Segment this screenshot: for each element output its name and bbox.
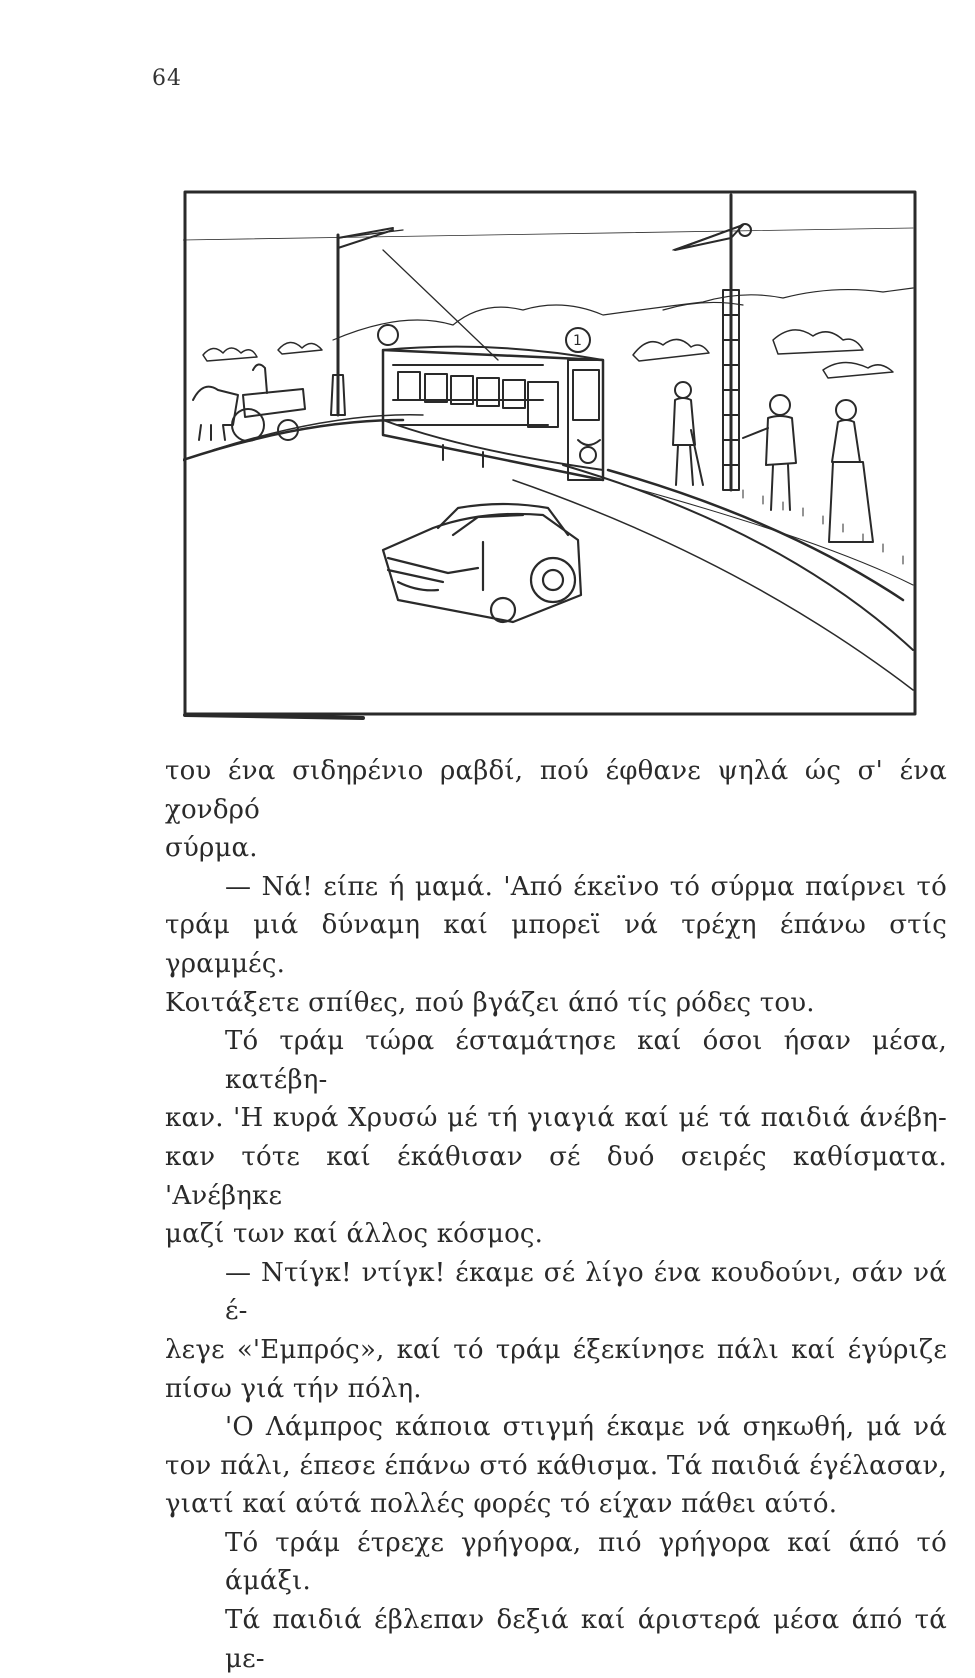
text-line: μαζί των καί άλλος κόσμος. (165, 1219, 544, 1250)
text-line: τον πάλι, έπεσε έπάνω στό κάθισμα. Τά παιδιά έγέλασαν, (165, 1450, 947, 1481)
text-line: Κοιτάξετε σπίθες, πού βγάζει άπό τίς ρόδες του. (165, 987, 815, 1018)
text-line: Τά παιδιά έβλεπαν δεξιά καί άριστερά μέσα άπό τά με- (225, 1605, 947, 1674)
text-line: γιατί καί αύτά πολλές φορές τό είχαν πάθει αύτό. (165, 1489, 838, 1520)
page-number: 64 (152, 66, 182, 91)
people-drawing (673, 382, 873, 542)
illustration-frame (185, 192, 915, 714)
overhead-wires (183, 225, 913, 360)
text-line: σύρμα. (165, 833, 258, 864)
text-line: — Νά! είπε ή μαμά. 'Από έκεϊνο τό σύρμα παίρνει τό (225, 871, 947, 902)
text-line: του ένα σιδηρένιο ραβδί, πού έφθανε ψηλά ώς σ' ένα χονδρό (165, 756, 947, 825)
text-line: 'Ο Λάμπρος κάποια στιγμή έκαμε νά σηκωθή, μά νά (225, 1412, 947, 1443)
text-line: πίσω γιά τήν πόλη. (165, 1373, 422, 1404)
text-line: τράμ μιά δύναμη καί μπορεϊ νά τρέχη έπάνω στίς γραμμές. (165, 910, 947, 979)
road-drawing (183, 415, 913, 690)
trees-drawing (203, 330, 893, 378)
text-line: καν τότε καί έκάθισαν σέ δυό σειρές καθίσματα. 'Ανέβηκε (165, 1141, 947, 1211)
tram-number-label: 1 (573, 333, 582, 349)
body-text (165, 752, 947, 1678)
tram-drawing (378, 325, 603, 480)
text-line: καν. 'Η κυρά Χρυσώ μέ τή γιαγιά καί μέ τά παιδιά άνέβη- (165, 1103, 947, 1134)
text-line: Τό τράμ έτρεχε γρήγορα, πιό γρήγορα καί άπό τό άμάξι. (225, 1527, 947, 1597)
text-line: λεγε «'Εμπρός», καί τό τράμ έξεκίνησε πάλι καί έγύριζε (165, 1334, 947, 1365)
tram-street-illustration (183, 190, 918, 720)
text-line: — Ντίγκ! ντίγκ! έκαμε σέ λίγο ένα κουδούνι, σάν νά έ- (225, 1257, 947, 1327)
car-drawing (383, 504, 581, 622)
text-line: Τό τράμ τώρα έσταμάτησε καί όσοι ήσαν μέσα, κατέβη- (225, 1026, 947, 1095)
